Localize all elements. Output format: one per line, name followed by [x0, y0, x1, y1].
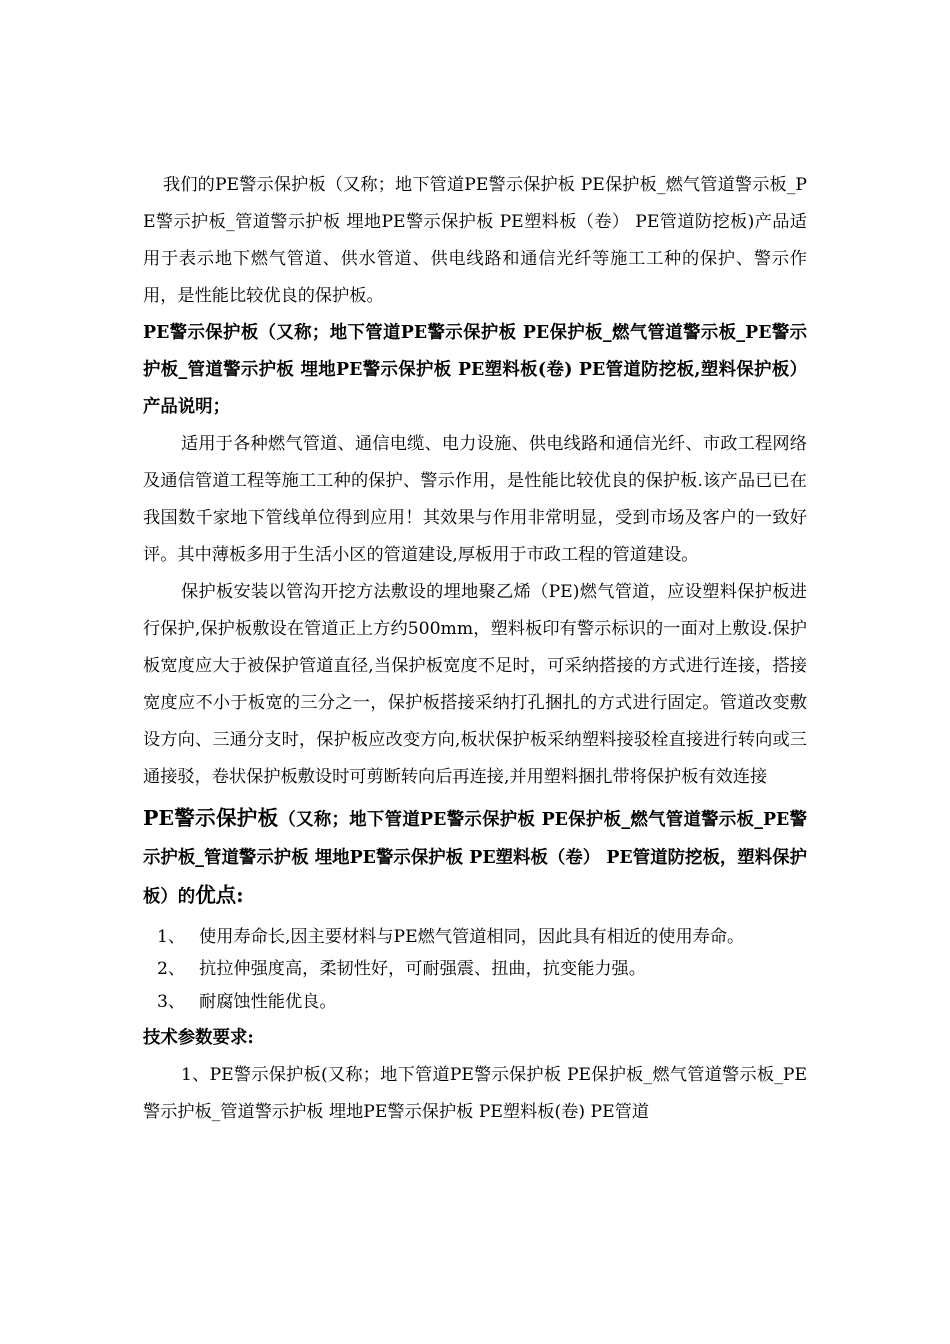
advantages-list [143, 921, 807, 1019]
application-paragraph: 适用于各种燃气管道、通信电缆、电力设施、供电线路和通信光纤、市政工程网络及通信管道工程等施工工种的保护、警示作用，是性能比较优良的保护板.该产品已已在我国数千家地下管线单位得到应用！其效果与作用非常明显，受到市场及客户的一致好评。其中薄板多用于生活小区的管道建设,厚板用于市政工程的管道建设。 [143, 434, 807, 565]
intro-paragraph: 我们的PE警示保护板（又称；地下管道PE警示保护板 PE保护板_燃气管道警示板_PE警示护板_管道警示护板 埋地PE警示保护板 PE塑料板（卷） PE管道防挖板)产品适用于表示地下燃气管道、供水管道、供电线路和通信光纤等施工工种的保护、警示作用，是性能比较优良的保护板。 [143, 175, 807, 306]
list-item-text: 耐腐蚀性能优良。 [199, 991, 337, 1012]
installation-paragraph: 保护板安装以管沟开挖方法敷设的埋地聚乙烯（PE)燃气管道，应设塑料保护板进行保护,保护板敷设在管道正上方约500mm，塑料板印有警示标识的一面对上敷设.保护板宽度应大于被保护管道直径,当保护板宽度不足时，可采纳搭接的方式进行连接，搭接宽度应不小于板宽的三分之一，保护板搭接采纳打孔捆扎的方式进行固定。管道改变敷设方向、三通分支时，保护板应改变方向,板状保护板采纳塑料接驳栓直接进行转向或三通接驳，卷状保护板敷设时可剪断转向后再连接,并用塑料捆扎带将保护板有效连接 [143, 582, 807, 787]
list-item-number: 2、 [157, 959, 186, 979]
list-item-number: 3、 [157, 991, 186, 1012]
list-item-text: 使用寿命长,因主要材料与PE燃气管道相同，因此具有相近的使用寿命。 [199, 926, 745, 947]
advantages-heading [143, 800, 807, 917]
advantages-heading-lead: PE警示保护板 [143, 806, 279, 830]
product-description-heading: PE警示保护板（又称；地下管道PE警示保护板 PE保护板_燃气管道警示板_PE警示护板_管道警示护板 埋地PE警示保护板 PE塑料板(卷) PE管道防挖板,塑料保护板）产品说明； [143, 323, 807, 417]
advantages-heading-tail: 优点: [195, 883, 244, 907]
list-item-number: 1、 [157, 926, 186, 947]
advantages-heading-rest: （又称；地下管道PE警示保护板 PE保护板_燃气管道警示板_PE警示护板_管道警示护板 埋地PE警示保护板 PE塑料板（卷） PE管道防挖板，塑料保护板）的 [143, 810, 807, 907]
document-body [143, 167, 807, 1131]
list-item [143, 953, 807, 986]
list-item [143, 986, 807, 1019]
list-item-text: 抗拉伸强度高，柔韧性好，可耐强震、扭曲，抗变能力强。 [199, 959, 646, 979]
list-item [143, 921, 807, 954]
technical-parameters-heading: 技术参数要求: [143, 1028, 254, 1048]
technical-parameters-paragraph: 1、PE警示保护板(又称；地下管道PE警示保护板 PE保护板_燃气管道警示板_PE警示护板_管道警示护板 埋地PE警示保护板 PE塑料板(卷) PE管道 [143, 1065, 807, 1122]
